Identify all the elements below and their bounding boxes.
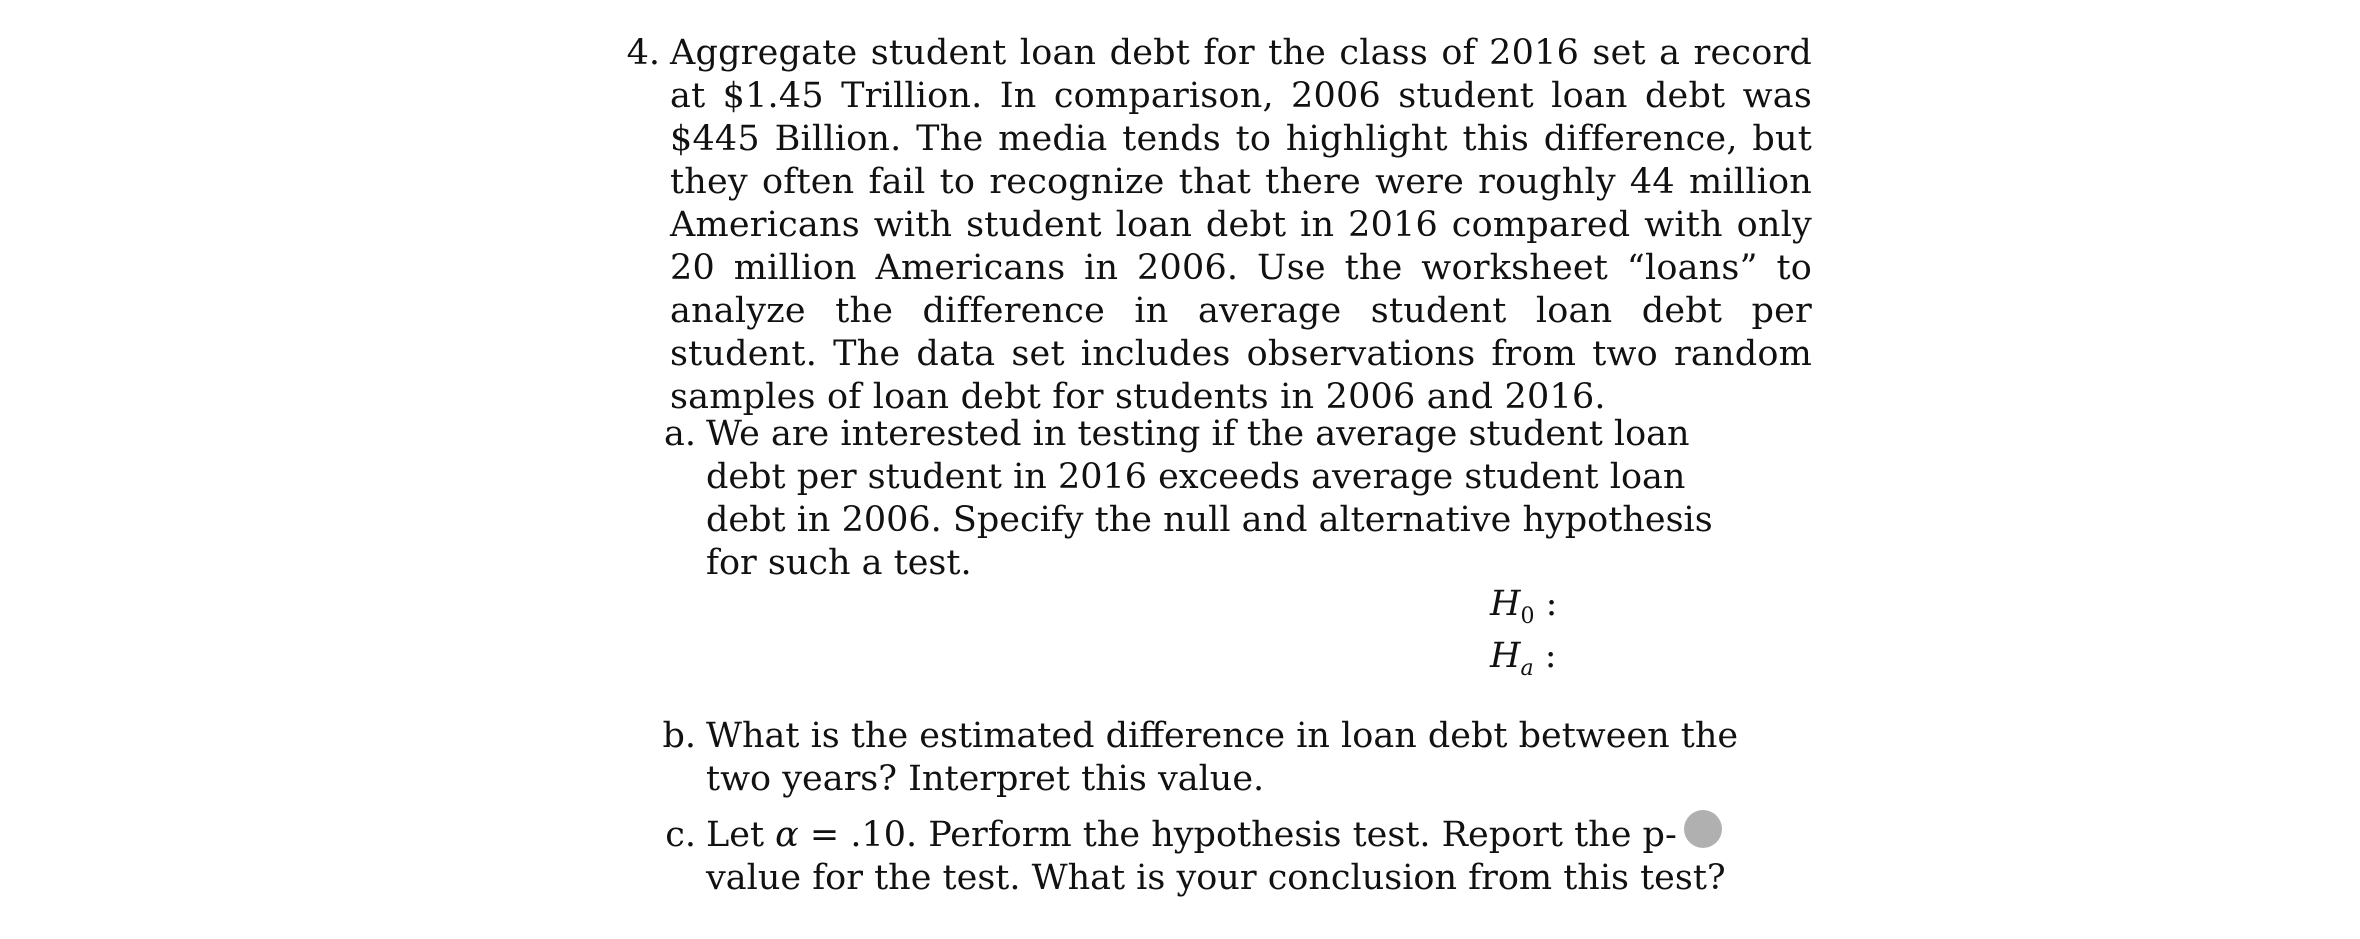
- part-c-text: [706, 814, 1766, 900]
- null-hypothesis-subscript: 0: [1520, 604, 1535, 629]
- null-hypothesis-symbol: H: [1490, 584, 1521, 624]
- alpha-symbol: α: [775, 815, 799, 855]
- null-hypothesis: [1490, 584, 1557, 637]
- alt-hypothesis-subscript: a: [1520, 656, 1534, 681]
- part-c-prefix: Let: [706, 815, 776, 855]
- alt-hypothesis-symbol: H: [1490, 636, 1521, 676]
- null-hypothesis-colon: :: [1545, 584, 1558, 624]
- part-b: [656, 715, 1806, 801]
- question-row: [612, 32, 1812, 419]
- part-c-rest: = .10. Perform the hypothesis test. Report the p-value for the test. What is your conclusion from this test?: [706, 815, 1726, 898]
- mouse-cursor-indicator: [1684, 810, 1722, 848]
- part-a: [656, 413, 1806, 585]
- part-c: [656, 814, 1806, 900]
- part-c-label: c.: [665, 815, 696, 855]
- alt-hypothesis-colon: :: [1544, 636, 1557, 676]
- question-4: [612, 32, 1812, 419]
- part-b-label: b.: [662, 716, 696, 756]
- part-b-text: What is the estimated difference in loan debt between the two years? Interpret this value.: [706, 716, 1739, 799]
- question-text: Aggregate student loan debt for the class of 2016 set a record at $1.45 Trillion. In comparison, 2006 student loan debt was $445 Billion. The media tends to highlight this difference, but they often fail to recognize that there were roughly 44 million Americans with student loan debt in 2016 compared with only 20 million Americans in 2006. Use the worksheet “loans” to analyze the difference in average student loan debt per student. The data set includes observations from two random samples of loan debt for students in 2006 and 2016.: [670, 33, 1812, 417]
- part-a-text: We are interested in testing if the average student loan debt per student in 2016 exceeds average student loan debt in 2006. Specify the null and alternative hypothesis for such a test.: [706, 414, 1713, 583]
- question-number: 4.: [626, 33, 660, 73]
- alternative-hypothesis: [1490, 636, 1557, 689]
- part-a-label: a.: [664, 414, 696, 454]
